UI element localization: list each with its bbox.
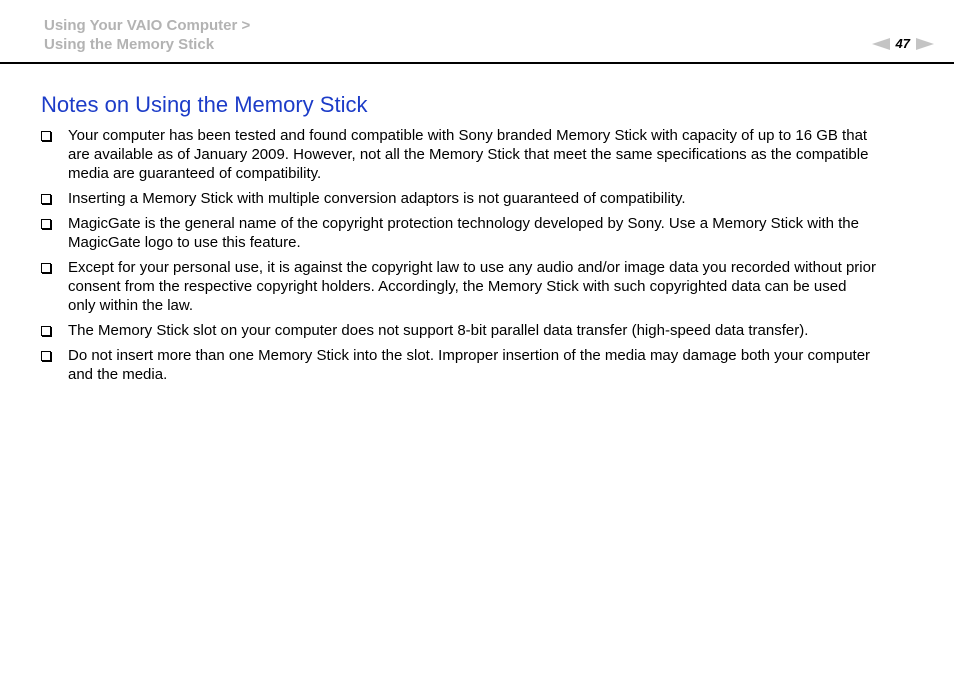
list-item-text: only within the law. bbox=[68, 297, 194, 314]
breadcrumb-current: Using the Memory Stick bbox=[44, 36, 215, 53]
list-item-text: Your computer has been tested and found compatible with Sony branded Memory Stick with capacity of up to 16 GB that bbox=[68, 127, 868, 144]
notes-list bbox=[41, 126, 921, 390]
list-item-text: Inserting a Memory Stick with multiple conversion adaptors is not guaranteed of compatibility. bbox=[68, 190, 686, 207]
list-item bbox=[41, 189, 921, 208]
list-item-text: consent from the respective copyright holders. Accordingly, the Memory Stick with such copyrighted data can be used bbox=[68, 278, 847, 295]
list-item bbox=[41, 258, 921, 315]
checkbox-bullet-icon bbox=[41, 263, 51, 273]
page-navigation bbox=[872, 36, 934, 51]
list-item-text: media are guaranteed of compatibility. bbox=[68, 165, 322, 182]
next-page-arrow-icon[interactable] bbox=[916, 38, 934, 50]
list-item-text: MagicGate logo to use this feature. bbox=[68, 234, 301, 251]
checkbox-bullet-icon bbox=[41, 194, 51, 204]
list-item-text: The Memory Stick slot on your computer does not support 8-bit parallel data transfer (high-speed data transfer). bbox=[68, 322, 809, 339]
list-item bbox=[41, 346, 921, 384]
page-number: 47 bbox=[895, 36, 910, 51]
checkbox-bullet-icon bbox=[41, 131, 51, 141]
breadcrumb-parent[interactable]: Using Your VAIO Computer > bbox=[44, 17, 251, 34]
list-item bbox=[41, 321, 921, 340]
list-item-text: are available as of January 2009. However, not all the Memory Stick that meet the same specifications as the compatible bbox=[68, 146, 869, 163]
list-item bbox=[41, 126, 921, 183]
checkbox-bullet-icon bbox=[41, 219, 51, 229]
header-divider bbox=[0, 62, 954, 64]
list-item-text: and the media. bbox=[68, 366, 168, 383]
list-item-text: Do not insert more than one Memory Stick into the slot. Improper insertion of the media may damage both your computer bbox=[68, 347, 871, 364]
previous-page-arrow-icon[interactable] bbox=[872, 38, 890, 50]
list-item bbox=[41, 214, 921, 252]
checkbox-bullet-icon bbox=[41, 351, 51, 361]
list-item-text: Except for your personal use, it is against the copyright law to use any audio and/or image data you recorded without prior bbox=[68, 259, 876, 276]
checkbox-bullet-icon bbox=[41, 326, 51, 336]
page-title: Notes on Using the Memory Stick bbox=[41, 92, 368, 117]
list-item-text: MagicGate is the general name of the copyright protection technology developed by Sony. Use a Memory Stick with the bbox=[68, 215, 859, 232]
